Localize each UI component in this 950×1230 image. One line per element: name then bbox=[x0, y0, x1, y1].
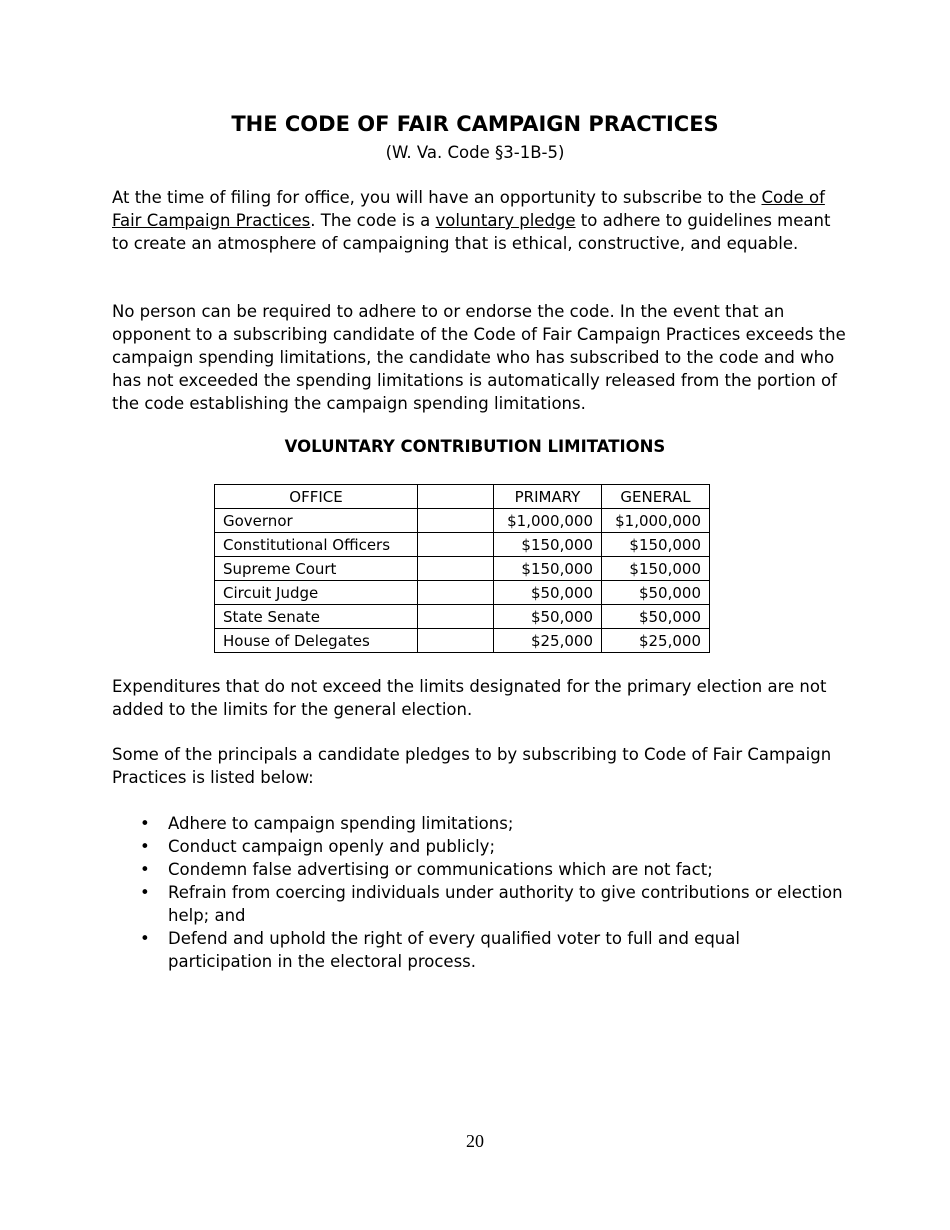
page-title: THE CODE OF FAIR CAMPAIGN PRACTICES bbox=[231, 112, 719, 136]
list-item bbox=[112, 927, 847, 973]
column-header-primary: PRIMARY bbox=[494, 485, 602, 509]
primary-limit-cell: $50,000 bbox=[494, 581, 602, 605]
blank-cell bbox=[418, 557, 494, 581]
office-cell: House of Delegates bbox=[215, 629, 418, 653]
pledge-text: Adhere to campaign spending limitations; bbox=[168, 814, 514, 833]
general-limit-cell: $50,000 bbox=[602, 605, 710, 629]
column-header-blank bbox=[418, 485, 494, 509]
general-limit-cell: $150,000 bbox=[602, 533, 710, 557]
blank-cell bbox=[418, 509, 494, 533]
bullet-icon: • bbox=[140, 929, 150, 948]
statute-citation: (W. Va. Code §3-1B-5) bbox=[385, 143, 565, 162]
office-cell: State Senate bbox=[215, 605, 418, 629]
bullet-icon: • bbox=[140, 837, 150, 856]
expenditures-paragraph: Expenditures that do not exceed the limits designated for the primary election are not added to the limits for the general election. bbox=[112, 677, 827, 719]
principles-intro-paragraph: Some of the principals a candidate pledges to by subscribing to Code of Fair Campaign Practices is listed below: bbox=[112, 745, 832, 787]
table-heading: VOLUNTARY CONTRIBUTION LIMITATIONS bbox=[284, 437, 666, 456]
pledge-text: Condemn false advertising or communications which are not fact; bbox=[168, 860, 713, 879]
intro-text-start: At the time of filing for office, you will have an opportunity to subscribe to the bbox=[112, 188, 762, 207]
primary-limit-cell: $1,000,000 bbox=[494, 509, 602, 533]
bullet-icon: • bbox=[140, 814, 150, 833]
voluntary-pledge-underline: voluntary pledge bbox=[435, 211, 576, 230]
endorsement-paragraph: No person can be required to adhere to or endorse the code. In the event that an opponent to a subscribing candidate of the Code of Fair Campaign Practices exceeds the campaign spending limitations, the candidate who has subscribed to the code and who has not exceeded the spending limitations is automatically released from the portion of the code establishing the campaign spending limitations. bbox=[112, 302, 846, 413]
table-row bbox=[215, 605, 710, 629]
blank-cell bbox=[418, 629, 494, 653]
primary-limit-cell: $50,000 bbox=[494, 605, 602, 629]
primary-limit-cell: $25,000 bbox=[494, 629, 602, 653]
pledge-text: Conduct campaign openly and publicly; bbox=[168, 837, 496, 856]
bullet-icon: • bbox=[140, 860, 150, 879]
table-header-row bbox=[215, 485, 710, 509]
table-row bbox=[215, 629, 710, 653]
list-item bbox=[112, 858, 847, 881]
column-header-general: GENERAL bbox=[602, 485, 710, 509]
pledge-list bbox=[112, 812, 847, 973]
pledge-text: Defend and uphold the right of every qualified voter to full and equal participation in the electoral process. bbox=[168, 929, 740, 971]
code-of-fair-campaign-practices-underline: Code of Fair Campaign Practices bbox=[112, 188, 825, 230]
column-header-office: OFFICE bbox=[215, 485, 418, 509]
office-cell: Supreme Court bbox=[215, 557, 418, 581]
page-number: 20 bbox=[466, 1131, 484, 1151]
office-cell: Governor bbox=[215, 509, 418, 533]
list-item bbox=[112, 812, 847, 835]
office-cell: Circuit Judge bbox=[215, 581, 418, 605]
bullet-icon: • bbox=[140, 883, 150, 902]
intro-paragraph bbox=[112, 186, 847, 255]
table-row bbox=[215, 509, 710, 533]
list-item bbox=[112, 835, 847, 858]
blank-cell bbox=[418, 533, 494, 557]
general-limit-cell: $25,000 bbox=[602, 629, 710, 653]
blank-cell bbox=[418, 605, 494, 629]
pledge-text: Refrain from coercing individuals under authority to give contributions or election help; and bbox=[168, 883, 843, 925]
table-row bbox=[215, 533, 710, 557]
general-limit-cell: $50,000 bbox=[602, 581, 710, 605]
table-row bbox=[215, 557, 710, 581]
list-item bbox=[112, 881, 847, 927]
office-cell: Constitutional Officers bbox=[215, 533, 418, 557]
table-row bbox=[215, 581, 710, 605]
blank-cell bbox=[418, 581, 494, 605]
intro-text-middle: . The code is a bbox=[310, 211, 436, 230]
contribution-limits-table bbox=[214, 484, 710, 653]
general-limit-cell: $1,000,000 bbox=[602, 509, 710, 533]
intro-text-end: to adhere to guidelines meant to create an atmosphere of campaigning that is ethical, constructive, and equable. bbox=[112, 211, 831, 253]
primary-limit-cell: $150,000 bbox=[494, 533, 602, 557]
primary-limit-cell: $150,000 bbox=[494, 557, 602, 581]
general-limit-cell: $150,000 bbox=[602, 557, 710, 581]
